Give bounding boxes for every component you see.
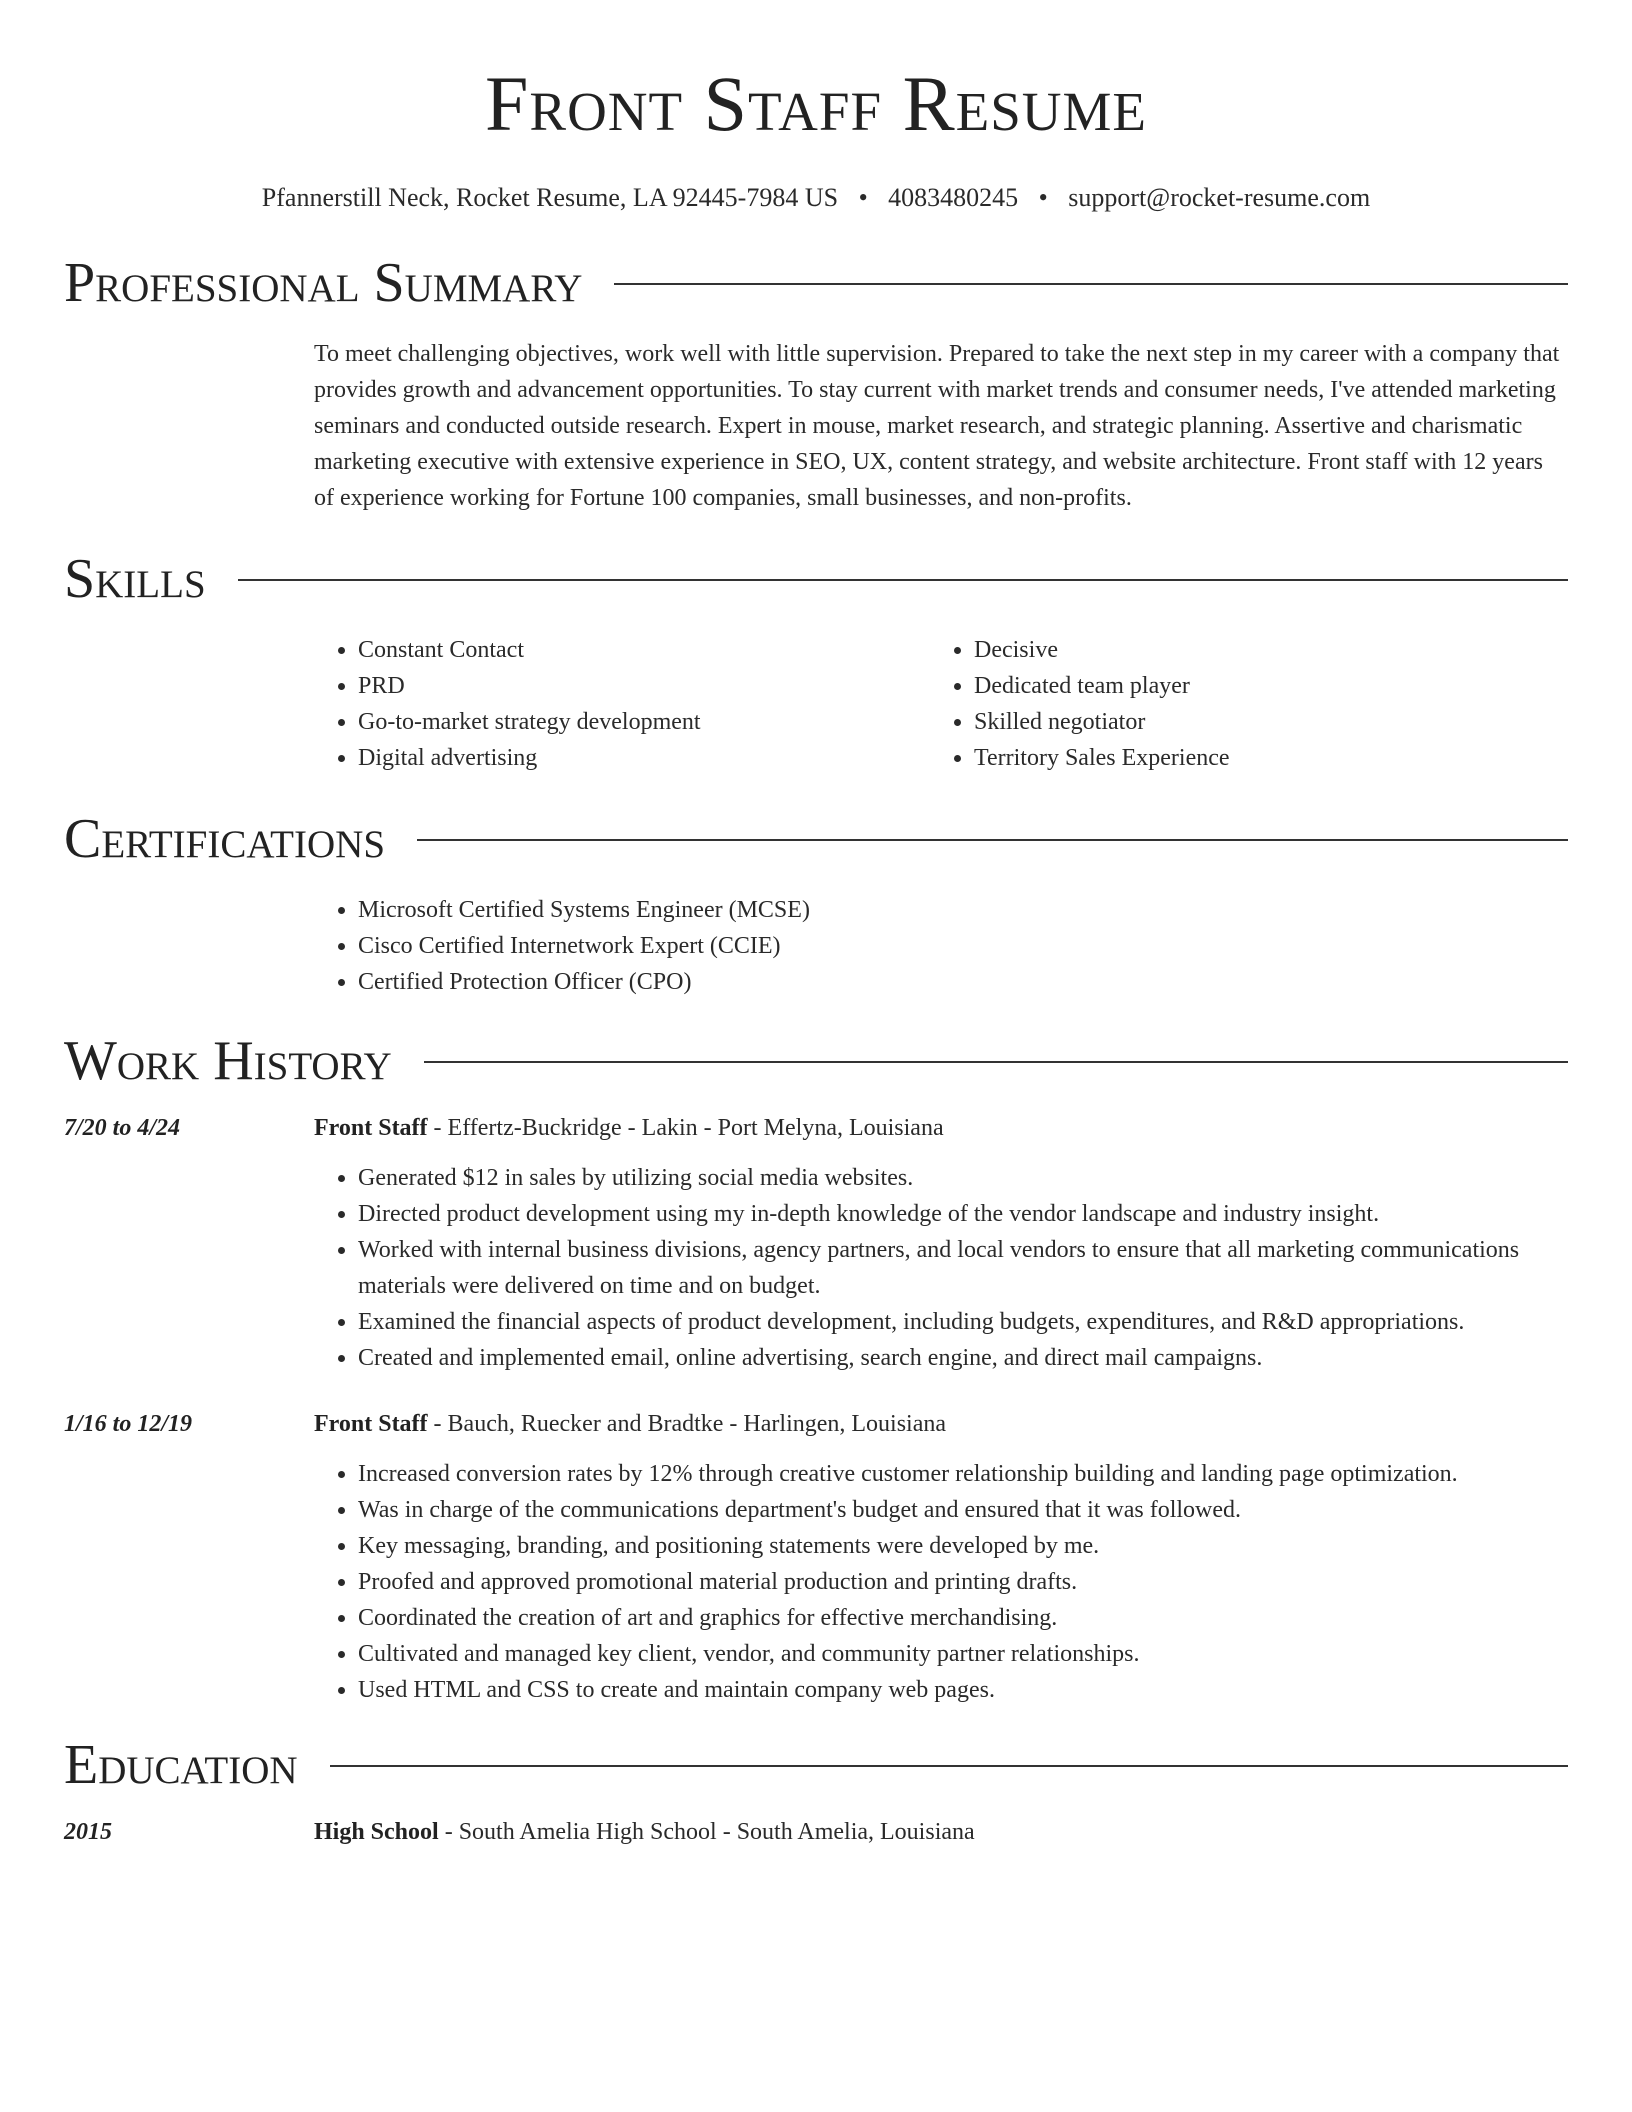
job-bullet: • Directed product development using my in-depth knowledge of the vendor landscape and industry insight.	[358, 1196, 1568, 1232]
certification-item: • Microsoft Certified Systems Engineer (MCSE)	[358, 892, 1568, 928]
job-bullet: • Cultivated and managed key client, vendor, and community partner relationships.	[358, 1636, 1568, 1672]
skill-item: • Territory Sales Experience	[974, 740, 1546, 776]
job-bullet: • Increased conversion rates by 12% through creative customer relationship building and landing page optimization.	[358, 1456, 1568, 1492]
certifications-list	[314, 892, 1568, 1000]
section-header-education	[64, 1730, 1568, 1800]
job-bullet: • Generated $12 in sales by utilizing social media websites.	[358, 1160, 1568, 1196]
certification-item: • Cisco Certified Internetwork Expert (CCIE)	[358, 928, 1568, 964]
job-header	[64, 1110, 1568, 1146]
job-dates: 7/20 to 4/24	[64, 1115, 181, 1141]
section-header-certifications	[64, 804, 1568, 874]
certification-item: • Certified Protection Officer (CPO)	[358, 964, 1568, 1000]
job-company: - Effertz-Buckridge - Lakin - Port Melyna, Louisiana	[427, 1115, 944, 1141]
job-responsibilities	[314, 1160, 1568, 1376]
section-divider	[238, 579, 1568, 581]
contact-line	[64, 182, 1568, 214]
section-divider	[417, 839, 1568, 841]
job-entry	[64, 1406, 1568, 1708]
job-title-line	[314, 1110, 944, 1146]
skills-grid	[314, 632, 1568, 776]
resume-page	[64, 0, 1568, 1850]
skill-item: • Constant Contact	[358, 632, 930, 668]
job-bullet: • Created and implemented email, online advertising, search engine, and direct mail campaigns.	[358, 1340, 1568, 1376]
contact-separator: •	[858, 183, 868, 212]
contact-phone: 4083480245	[888, 183, 1019, 212]
education-year: 2015	[64, 1819, 112, 1845]
skill-item: • Go-to-market strategy development	[358, 704, 930, 740]
contact-email: support@rocket-resume.com	[1068, 183, 1371, 212]
section-divider	[424, 1061, 1568, 1063]
job-bullet: • Proofed and approved promotional material production and printing drafts.	[358, 1564, 1568, 1600]
summary-text: To meet challenging objectives, work well with little supervision. Prepared to take the next step in my career with a company that provides growth and advancement opportunities. To stay current with market trends and consumer needs, I've attended marketing seminars and conducted outside research. Expert in mouse, market research, and strategic planning. Assertive and charismatic marketing executive with extensive experience in SEO, UX, content strategy, and website architecture. Front staff with 12 years of experience working for Fortune 100 companies, small businesses, and non-profits.	[314, 341, 1560, 511]
contact-address: Pfannerstill Neck, Rocket Resume, LA 92445-7984 US	[261, 183, 839, 212]
education-header	[64, 1814, 1568, 1850]
education-entry	[64, 1814, 1568, 1850]
skill-item: • Skilled negotiator	[974, 704, 1546, 740]
job-bullet: • Examined the financial aspects of product development, including budgets, expenditures, and R&D appropriations.	[358, 1304, 1568, 1340]
section-divider	[330, 1765, 1568, 1767]
education-title-line	[314, 1814, 975, 1850]
section-title-work-history: Work History	[64, 1030, 392, 1092]
skill-item: • PRD	[358, 668, 930, 704]
job-title: Front Staff	[314, 1115, 428, 1141]
section-title-education: Education	[64, 1734, 298, 1796]
section-header-summary	[64, 248, 1568, 318]
job-bullet: • Worked with internal business divisions, agency partners, and local vendors to ensure that all marketing communications materials were delivered on time and on budget.	[358, 1232, 1568, 1304]
section-title-certifications: Certifications	[64, 808, 386, 870]
job-bullet: • Used HTML and CSS to create and maintain company web pages.	[358, 1672, 1568, 1708]
job-title-line	[314, 1406, 946, 1442]
section-title-skills: Skills	[64, 548, 206, 610]
skill-item: • Digital advertising	[358, 740, 930, 776]
job-bullet: • Coordinated the creation of art and graphics for effective merchandising.	[358, 1600, 1568, 1636]
section-divider	[614, 283, 1568, 285]
contact-separator: •	[1038, 183, 1048, 212]
education-school: - South Amelia High School - South Amelia, Louisiana	[438, 1819, 975, 1845]
education-degree: High School	[314, 1819, 439, 1845]
section-header-skills	[64, 544, 1568, 614]
job-company: - Bauch, Ruecker and Bradtke - Harlingen, Louisiana	[427, 1411, 947, 1437]
section-title-summary: Professional Summary	[64, 252, 583, 314]
job-responsibilities	[314, 1456, 1568, 1708]
resume-title: Front Staff Resume	[485, 60, 1147, 147]
job-bullet: • Key messaging, branding, and positioning statements were developed by me.	[358, 1528, 1568, 1564]
section-header-work-history	[64, 1026, 1568, 1096]
job-title: Front Staff	[314, 1411, 428, 1437]
skills-column-left	[314, 632, 930, 776]
skill-item: • Decisive	[974, 632, 1546, 668]
skills-column-right	[930, 632, 1546, 776]
skill-item: • Dedicated team player	[974, 668, 1546, 704]
job-entry	[64, 1110, 1568, 1376]
job-header	[64, 1406, 1568, 1442]
job-bullet: • Was in charge of the communications department's budget and ensured that it was followed.	[358, 1492, 1568, 1528]
job-dates: 1/16 to 12/19	[64, 1411, 193, 1437]
